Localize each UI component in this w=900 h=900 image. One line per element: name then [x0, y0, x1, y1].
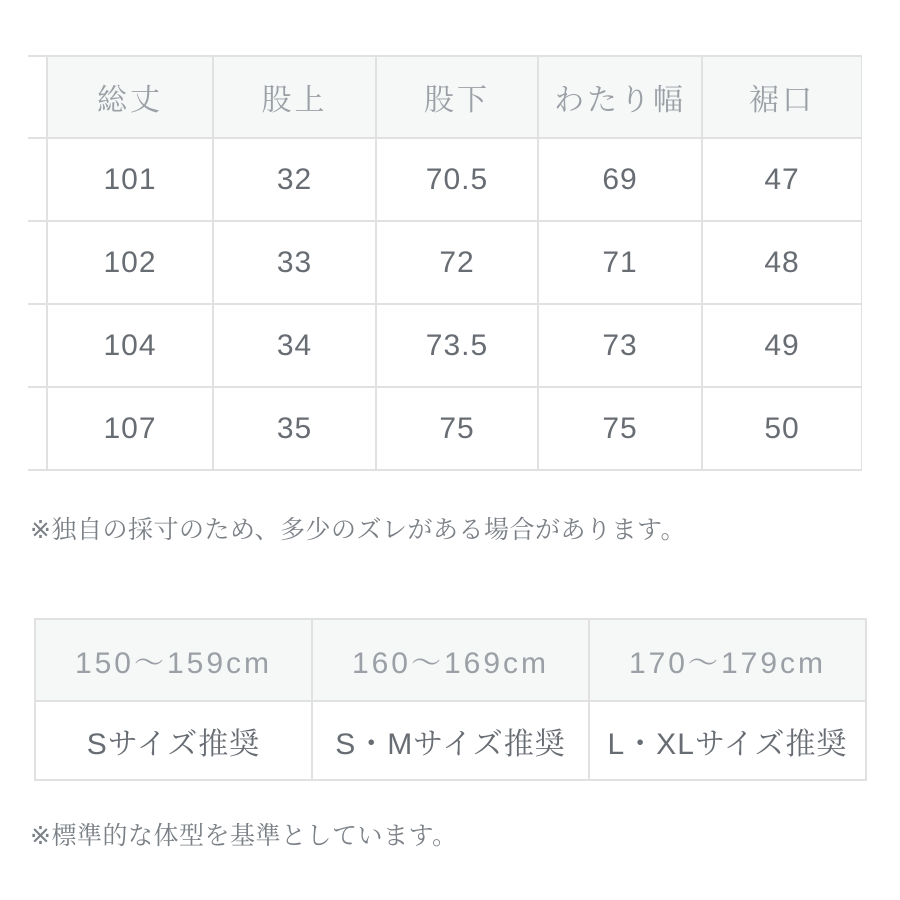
size-table-cell: 73 — [538, 304, 702, 387]
height-table-header-row — [35, 619, 866, 701]
size-table-cell: 71 — [538, 221, 702, 304]
size-recommendation-cell: Sサイズ推奨 — [35, 701, 312, 780]
size-table-cell: 107 — [47, 387, 213, 470]
size-table-sliver-cell — [28, 138, 47, 221]
size-recommendation-cell: S・Mサイズ推奨 — [312, 701, 589, 780]
size-table-cell: 34 — [213, 304, 376, 387]
size-table-header-cell: 裾口 — [702, 56, 862, 138]
height-range-header-cell: 150〜159cm — [35, 619, 312, 701]
size-table-cell: 73.5 — [376, 304, 538, 387]
table-row — [28, 304, 862, 387]
size-table-cell: 70.5 — [376, 138, 538, 221]
size-table-sliver-cell — [28, 304, 47, 387]
size-table-header-cell: 総丈 — [47, 56, 213, 138]
size-table-sliver-cell — [28, 221, 47, 304]
body-type-note: ※標準的な体型を基準としています。 — [30, 822, 458, 850]
measurement-note: ※独自の採寸のため、多少のズレがある場合があります。 — [30, 516, 686, 544]
table-row — [28, 387, 862, 470]
size-table-scroll-area[interactable] — [28, 55, 862, 471]
size-table-cell: 32 — [213, 138, 376, 221]
size-table-cell: 50 — [702, 387, 862, 470]
table-row — [35, 701, 866, 780]
size-table-sliver-cell — [28, 387, 47, 470]
size-table-header-cell: わたり幅 — [538, 56, 702, 138]
size-table-header-cell: 股下 — [376, 56, 538, 138]
size-recommendation-cell: L・XLサイズ推奨 — [589, 701, 866, 780]
size-table-cell: 33 — [213, 221, 376, 304]
size-table-cell: 75 — [376, 387, 538, 470]
size-table-header-cell: 股上 — [213, 56, 376, 138]
size-table-cell: 104 — [47, 304, 213, 387]
size-table-cell: 102 — [47, 221, 213, 304]
height-recommendation-table — [34, 618, 867, 781]
size-table-cell: 48 — [702, 221, 862, 304]
size-table-cell: 75 — [538, 387, 702, 470]
size-table-cell: 47 — [702, 138, 862, 221]
size-table-cell: 49 — [702, 304, 862, 387]
size-table-cell: 101 — [47, 138, 213, 221]
table-row — [28, 138, 862, 221]
table-row — [28, 221, 862, 304]
size-measurement-table — [28, 55, 862, 471]
size-table-cell: 72 — [376, 221, 538, 304]
size-table-cell: 69 — [538, 138, 702, 221]
size-table-header-row — [28, 56, 862, 138]
height-range-header-cell: 160〜169cm — [312, 619, 589, 701]
size-table-corner-cell — [28, 56, 47, 138]
height-range-header-cell: 170〜179cm — [589, 619, 866, 701]
size-table-cell: 35 — [213, 387, 376, 470]
